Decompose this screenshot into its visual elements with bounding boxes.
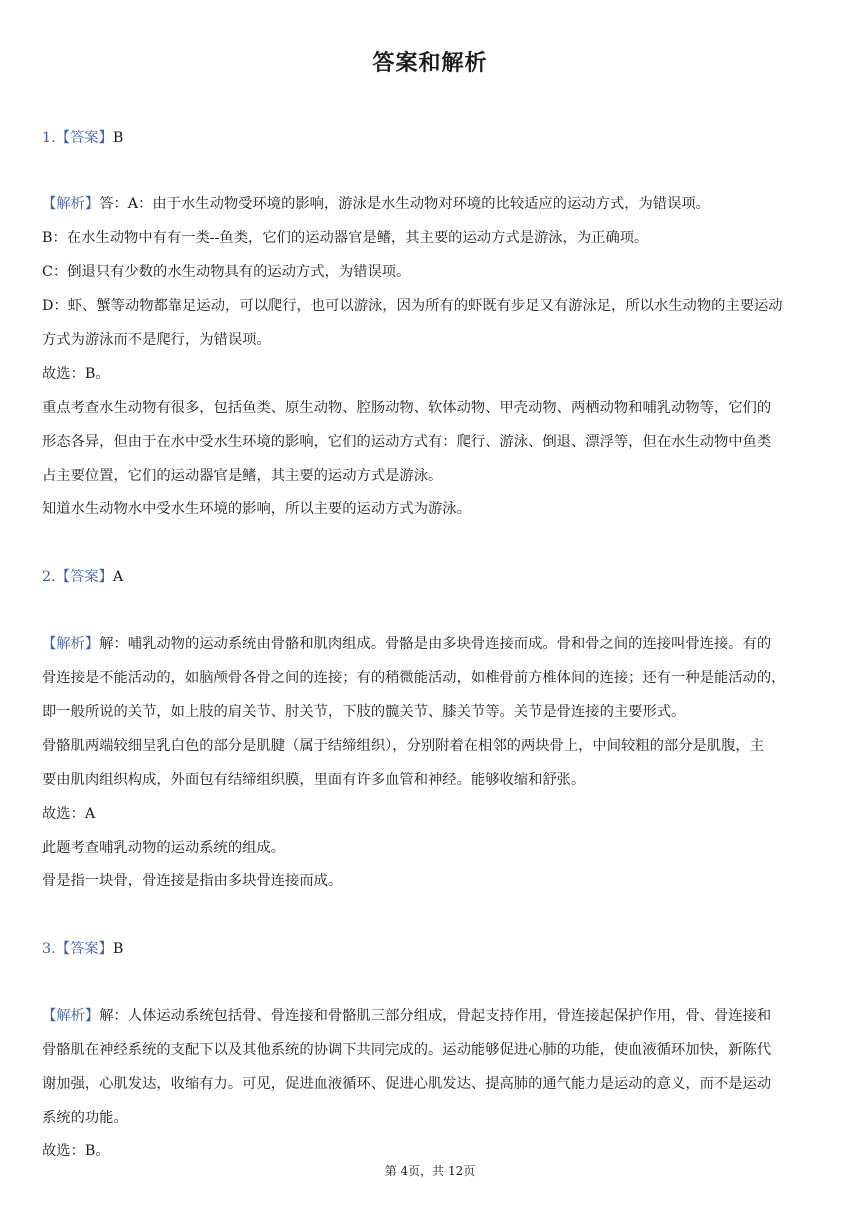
q1-line: 形态各异，但由于在水中受水生环境的影响，它们的运动方式有：爬行、游泳、倒退、漂浮等，但在水生动物中鱼类 (42, 434, 772, 450)
q1-number: 1. (42, 130, 56, 146)
q2-line: 骨是指一块骨，骨连接是指由多块骨连接而成。 (42, 873, 343, 889)
q1-analysis-text: 答：A：由于水生动物受环境的影响，游泳是水生动物对环境的比较适应的运动方式，为错误项。 (99, 196, 710, 212)
q3-line: 谢加强，心肌发达，收缩有力。可见，促进血液循环、促进心肌发达、提高肺的通气能力是运动的意义，而不是运动 (42, 1076, 772, 1092)
q2-line: 故选：A (42, 806, 96, 822)
q1-analysis-line (42, 194, 822, 214)
q3-answer-value: B (112, 941, 124, 957)
q2-line: 骨连接是不能活动的，如脑颅骨各骨之间的连接；有的稍微能活动，如椎骨前方椎体间的连接；还有一种是能活动的， (42, 670, 786, 686)
q2-line: 要由肌肉组织构成，外面包有结缔组织膜，里面有许多血管和神经。能够收缩和舒张。 (42, 772, 586, 788)
q1-line: D：虾、蟹等动物都靠足运动，可以爬行，也可以游泳，因为所有的虾既有步足又有游泳足，所以水生动物的主要运动 (42, 298, 783, 314)
page-title: 答案和解析 (372, 51, 488, 76)
q1-line: C：倒退只有少数的水生动物具有的运动方式，为错误项。 (42, 264, 411, 280)
q2-number: 2. (42, 569, 56, 585)
q2-answer-value: A (112, 569, 124, 585)
q3-analysis-tag: 【解析】 (42, 1008, 100, 1024)
q1-line: 知道水生动物水中受水生环境的影响，所以主要的运动方式为游泳。 (42, 501, 471, 517)
q2-answer-tag: 【答案】 (55, 569, 113, 585)
q3-answer-line (42, 939, 822, 959)
q3-analysis-text: 解：人体运动系统包括骨、骨连接和骨骼肌三部分组成，骨起支持作用，骨连接起保护作用，骨、骨连接和 (99, 1008, 772, 1024)
q3-analysis-line (42, 1006, 822, 1026)
page-footer: 第 4页，共 12页 (384, 1164, 476, 1178)
q1-answer-value: B (112, 130, 124, 146)
q3-answer-tag: 【答案】 (55, 941, 113, 957)
q2-line: 此题考查哺乳动物的运动系统的组成。 (42, 840, 286, 856)
q3-line: 故选：B。 (42, 1143, 110, 1159)
q1-analysis-tag: 【解析】 (42, 196, 100, 212)
q1-line: B：在水生动物中有有一类--鱼类，它们的运动器官是鳍，其主要的运动方式是游泳，为正确项。 (42, 230, 649, 246)
q1-line: 方式为游泳而不是爬行，为错误项。 (42, 332, 271, 348)
q1-line: 故选：B。 (42, 366, 110, 382)
q2-line: 骨骼肌两端较细呈乳白色的部分是肌腱（属于结缔组织），分别附着在相邻的两块骨上，中间较粗的部分是肌腹，主 (42, 738, 764, 754)
q3-line: 骨骼肌在神经系统的支配下以及其他系统的协调下共同完成的。运动能够促进心肺的功能，使血液循环加快，新陈代 (42, 1042, 772, 1058)
q2-analysis-line (42, 634, 822, 654)
q1-answer-line (42, 128, 822, 148)
q1-line: 重点考查水生动物有很多，包括鱼类、原生动物、腔肠动物、软体动物、甲壳动物、两栖动物和哺乳动物等，它们的 (42, 400, 772, 416)
q2-line: 即一般所说的关节，如上肢的肩关节、肘关节，下肢的髋关节、膝关节等。关节是骨连接的主要形式。 (42, 704, 686, 720)
q3-line: 系统的功能。 (42, 1110, 128, 1126)
q2-analysis-text: 解：哺乳动物的运动系统由骨骼和肌肉组成。骨骼是由多块骨连接而成。骨和骨之间的连接叫骨连接。有的 (99, 636, 772, 652)
q1-answer-tag: 【答案】 (55, 130, 113, 146)
q3-number: 3. (42, 941, 56, 957)
q1-line: 占主要位置，它们的运动器官是鳍，其主要的运动方式是游泳。 (42, 468, 443, 484)
q2-analysis-tag: 【解析】 (42, 636, 100, 652)
q2-answer-line (42, 567, 822, 587)
